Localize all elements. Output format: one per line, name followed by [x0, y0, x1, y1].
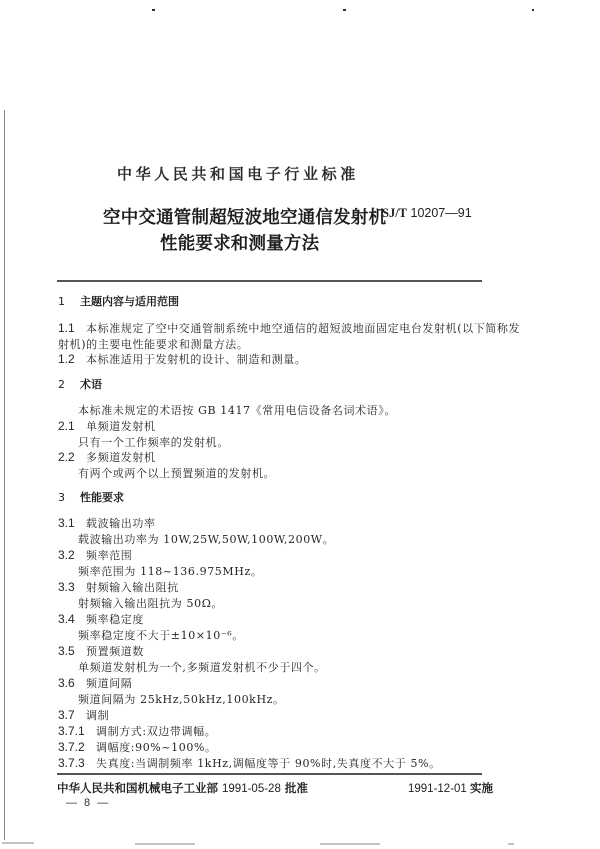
clause-3-7: 3.7 调制: [58, 708, 110, 722]
scan-artifact: [2, 842, 34, 844]
clause-3-6: 3.6 频道间隔: [58, 676, 133, 690]
clause-3-1: 3.1 载波输出功率: [58, 516, 156, 530]
punch-mark: [532, 9, 534, 11]
scan-artifact: [508, 843, 514, 845]
clause-3-4: 3.4 频率稳定度: [58, 612, 144, 626]
scan-artifact: [320, 843, 380, 845]
clause-3-2-body: 频率范围为 118~136.975MHz。: [78, 565, 263, 578]
clause-2-1: 2.1 单频道发射机: [58, 419, 156, 433]
standard-organization: 中华人民共和国电子行业标准: [117, 165, 359, 183]
clause-2-1-body: 只有一个工作频率的发射机。: [78, 436, 229, 449]
clause-2-2-body: 有两个或两个以上预置频道的发射机。: [78, 467, 276, 480]
clause-3-7-3: 3.7.3 失真度:当调制频率 1kHz,调幅度等于 90%时,失真度不大于 5%。: [58, 756, 441, 770]
clause-1-1: 1.1 本标准规定了空中交通管制系统中地空通信的超短波地面固定电台发射机(以下简称发: [58, 321, 521, 335]
clause-3-2: 3.2 频率范围: [58, 548, 133, 562]
scan-artifact: [135, 843, 195, 845]
clause-3-6-body: 频道间隔为 25kHz,50kHz,100kHz。: [78, 693, 285, 706]
punch-mark: [343, 9, 346, 11]
clause-3-4-body: 频率稳定度不大于±10×10⁻⁶。: [78, 629, 244, 642]
punch-mark: [152, 9, 155, 11]
clause-3-7-2: 3.7.2 调幅度:90%~100%。: [58, 740, 217, 754]
header-rule: [57, 280, 482, 282]
clause-3-7-1: 3.7.1 调制方式:双边带调幅。: [58, 724, 217, 738]
section-2-intro: 本标准未规定的术语按 GB 1417《常用电信设备名词术语》。: [78, 404, 396, 417]
clause-3-5: 3.5 预置频道数: [58, 644, 144, 658]
page-number: — 8 —: [66, 797, 111, 809]
document-title-line1: 空中交通管制超短波地空通信发射机: [103, 208, 387, 228]
standard-number: SJ/T 10207—91: [382, 206, 472, 220]
section-heading-1: 1 主题内容与适用范围: [58, 295, 179, 308]
document-title-line2: 性能要求和测量方法: [160, 234, 320, 254]
effective-info: 1991-12-01 实施: [408, 781, 494, 795]
footer-rule: [57, 773, 482, 775]
clause-1-1-continuation: 射机)的主要电性能要求和测量方法。: [58, 338, 249, 351]
clause-1-2: 1.2 本标准适用于发射机的设计、制造和测量。: [58, 352, 307, 366]
clause-3-3-body: 射频输入输出阻抗为 50Ω。: [78, 597, 224, 610]
scan-margin-line: [4, 110, 5, 840]
section-heading-2: 2 术语: [58, 378, 102, 391]
approval-info: 中华人民共和国机械电子工业部 1991-05-28 批准: [57, 781, 308, 795]
section-heading-3: 3 性能要求: [58, 491, 124, 504]
clause-2-2: 2.2 多频道发射机: [58, 450, 156, 464]
clause-3-3: 3.3 射频输入输出阻抗: [58, 580, 179, 594]
clause-3-1-body: 载波输出功率为 10W,25W,50W,100W,200W。: [78, 533, 335, 546]
clause-3-5-body: 单频道发射机为一个,多频道发射机不少于四个。: [78, 661, 326, 674]
